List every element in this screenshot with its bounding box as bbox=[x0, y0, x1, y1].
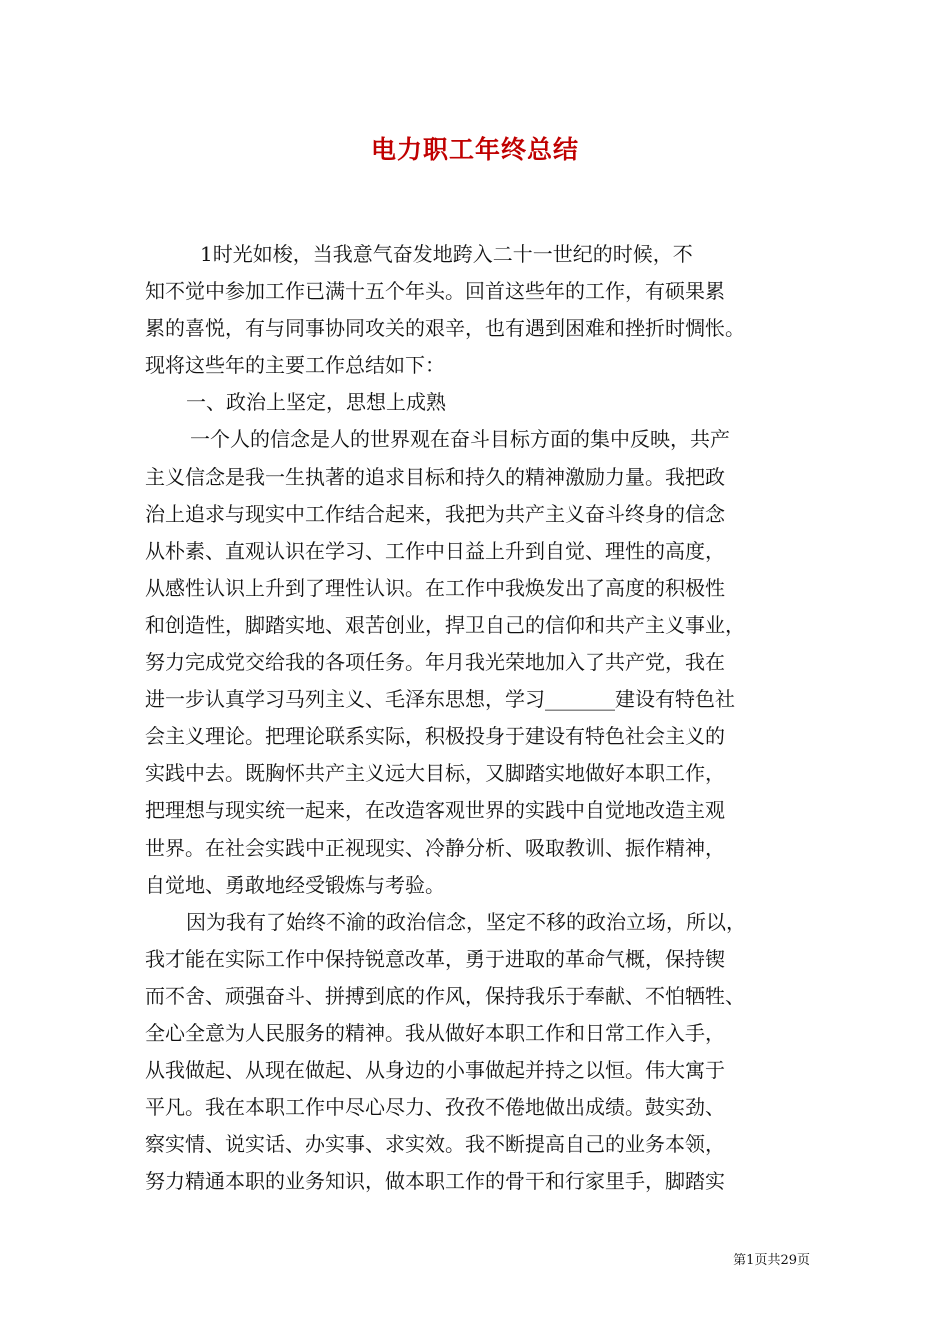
text-line: 从朴素、直观认识在学习、工作中日益上升到自觉、理性的高度， bbox=[145, 538, 725, 563]
text-line: 和创造性，脚踏实地、艰苦创业，捍卫自己的信仰和共产主义事业， bbox=[145, 612, 745, 637]
text-line: 自觉地、勇敢地经受锻炼与考验。 bbox=[145, 872, 445, 897]
text-line: 一个人的信念是人的世界观在奋斗目标方面的集中反映，共产 bbox=[190, 427, 730, 452]
text-line: 世界。在社会实践中正视现实、冷静分析、吸取教训、振作精神， bbox=[145, 835, 725, 860]
text-line: 从我做起、从现在做起、从身边的小事做起并持之以恒。伟大寓于 bbox=[145, 1058, 725, 1083]
text-line: 察实情、说实话、办实事、求实效。我不断提高自己的业务本领， bbox=[145, 1132, 725, 1157]
text-line: 我才能在实际工作中保持锐意改革，勇于进取的革命气概，保持锲 bbox=[145, 946, 725, 971]
text-line: 平凡。我在本职工作中尽心尽力、孜孜不倦地做出成绩。鼓实劲、 bbox=[145, 1095, 725, 1120]
text-line: 因为我有了始终不渝的政治信念，坚定不移的政治立场，所以， bbox=[186, 909, 746, 934]
text-line: 知不觉中参加工作已满十五个年头。回首这些年的工作，有硕果累 bbox=[145, 279, 725, 304]
text-line: 现将这些年的主要工作总结如下： bbox=[145, 353, 445, 378]
text-line: 治上追求与现实中工作结合起来，我把为共产主义奋斗终身的信念 bbox=[145, 501, 725, 526]
text-line: 会主义理论。把理论联系实际，积极投身于建设有特色社会主义的 bbox=[145, 724, 725, 749]
text-line: 从感性认识上升到了理性认识。在工作中我焕发出了高度的积极性 bbox=[145, 575, 725, 600]
text-line: 把理想与现实统一起来，在改造客观世界的实践中自觉地改造主观 bbox=[145, 798, 725, 823]
section-heading: 一、政治上坚定，思想上成熟 bbox=[186, 390, 446, 415]
document-title: 电力职工年终总结 bbox=[370, 135, 579, 164]
page-number: 第1页共29页 bbox=[733, 1253, 810, 1268]
text-line: 全心全意为人民服务的精神。我从做好本职工作和日常工作入手， bbox=[145, 1020, 725, 1045]
text-line: 而不舍、顽强奋斗、拼搏到底的作风，保持我乐于奉献、不怕牺牲、 bbox=[145, 983, 745, 1008]
text-line: 1时光如梭，当我意气奋发地跨入二十一世纪的时候，不 bbox=[200, 242, 693, 266]
text-line: 累的喜悦，有与同事协同攻关的艰辛，也有遇到困难和挫折时惆怅。 bbox=[145, 316, 745, 341]
text-line: 努力精通本职的业务知识，做本职工作的骨干和行家里手，脚踏实 bbox=[145, 1169, 725, 1194]
text-line: 进一步认真学习马列主义、毛泽东思想，学习_______建设有特色社 bbox=[145, 687, 735, 712]
text-line: 实践中去。既胸怀共产主义远大目标，又脚踏实地做好本职工作， bbox=[145, 761, 725, 786]
text-line: 努力完成党交给我的各项任务。年月我光荣地加入了共产党，我在 bbox=[145, 650, 725, 675]
document-body bbox=[145, 236, 810, 1200]
text-line: 主义信念是我一生执著的追求目标和持久的精神激励力量。我把政 bbox=[145, 464, 725, 489]
